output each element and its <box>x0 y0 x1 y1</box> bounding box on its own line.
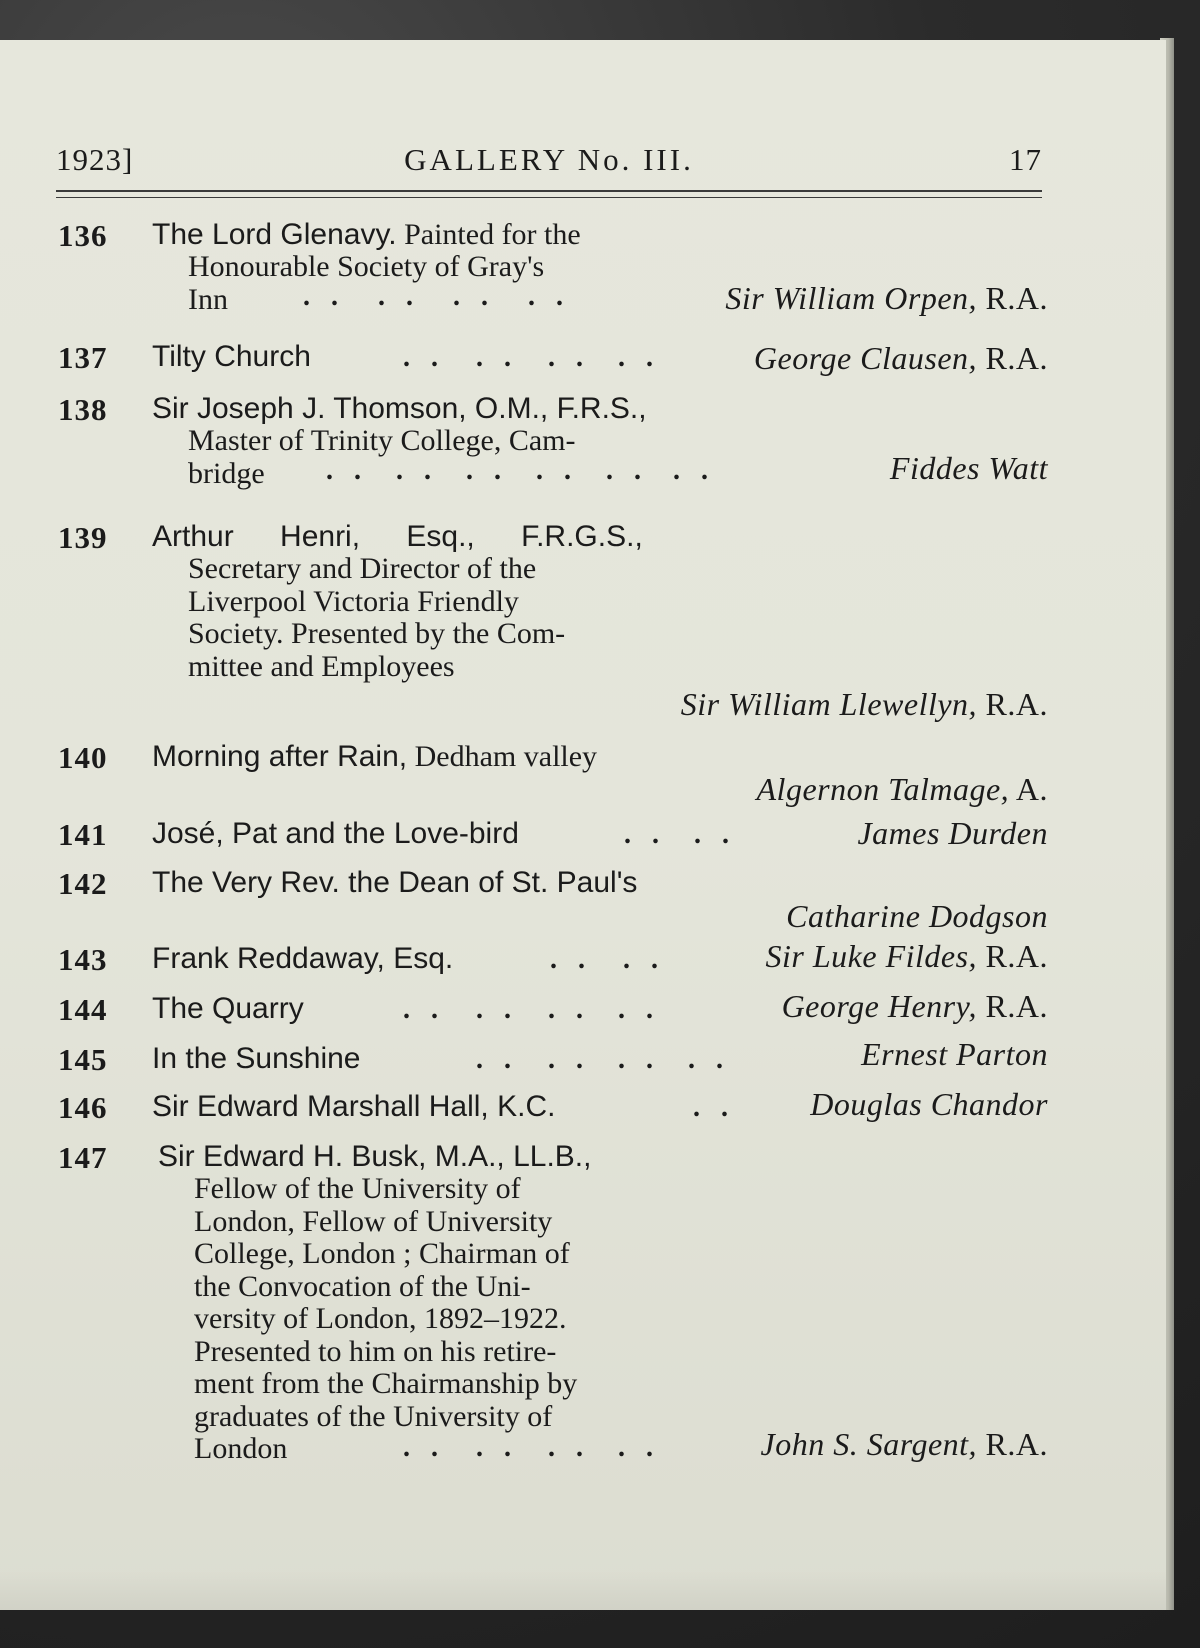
artist-name: Catharine Dodgson <box>786 898 1048 934</box>
header-page-number: 17 <box>1009 142 1042 177</box>
entry-number: 144 <box>58 992 108 1027</box>
artist-name: Sir William Orpen, <box>725 280 978 316</box>
running-head <box>56 142 1042 192</box>
dot-leader: . . <box>476 342 518 373</box>
catalogue-page <box>0 40 1166 1610</box>
dot-leader: . . <box>403 342 445 373</box>
entry-number: 137 <box>58 340 108 375</box>
catalogue-entry <box>58 340 1048 380</box>
entry-title-main: The Lord Glenavy. <box>152 218 397 251</box>
artist-suffix: R.A. <box>977 280 1048 316</box>
artist-name: Sir Luke Fildes, <box>765 938 978 974</box>
entry-artist <box>681 686 1048 723</box>
dot-leader: . . <box>528 281 570 312</box>
entry-title: In the Sunshine <box>152 1042 361 1075</box>
dot-leader: . . <box>453 281 495 312</box>
dot-leader: . . <box>694 819 736 850</box>
entry-title: Sir Edward H. Busk, M.A., LL.B., <box>158 1140 592 1173</box>
header-year: 1923] <box>56 142 134 177</box>
artist-suffix: R.A. <box>977 938 1048 974</box>
entry-description: Secretary and Director of the Liverpool Victoria Friendly Society. Presented by the Com- mittee and Employees <box>188 552 566 683</box>
dot-leader: . . <box>378 281 420 312</box>
artist-name: John S. Sargent, <box>760 1426 978 1462</box>
header-gallery-title: GALLERY No. III. <box>404 142 694 177</box>
dot-leader: . . <box>548 1044 590 1075</box>
catalogue-entry <box>58 817 1048 857</box>
artist-name: Ernest Parton <box>861 1036 1048 1072</box>
dot-leader: . . <box>326 455 368 486</box>
entry-description: Honourable Society of Gray's Inn <box>188 250 545 316</box>
entry-number: 141 <box>58 817 108 852</box>
artist-suffix: R.A. <box>977 340 1048 376</box>
dot-leader: . . <box>548 1432 590 1463</box>
entry-number: 140 <box>58 740 108 775</box>
dot-leader: . . <box>548 994 590 1025</box>
artist-suffix: R.A. <box>977 988 1048 1024</box>
header-rule <box>56 190 1042 192</box>
entry-description: Master of Trinity College, Cam- bridge <box>188 424 576 490</box>
entry-artist <box>810 1086 1048 1123</box>
entry-title: Tilty Church <box>152 340 311 373</box>
artist-name: James Durden <box>857 815 1048 851</box>
entry-title: The Very Rev. the Dean of St. Paul's <box>152 866 638 899</box>
entry-artist <box>857 815 1048 852</box>
dot-leader: . . <box>548 342 590 373</box>
entry-number: 145 <box>58 1042 108 1077</box>
entry-title: Sir Joseph J. Thomson, O.M., F.R.S., <box>152 392 647 425</box>
dot-leader: . . <box>624 819 666 850</box>
entry-artist <box>760 1426 1048 1463</box>
catalogue-entry <box>58 938 1048 982</box>
catalogue-entry <box>58 740 1048 810</box>
dot-leader: . . <box>673 455 715 486</box>
entry-artist <box>725 280 1048 317</box>
catalogue-entry <box>58 1140 1048 1465</box>
dot-leader: . . <box>476 994 518 1025</box>
dot-leader: . . <box>618 342 660 373</box>
dot-leader: . . <box>618 994 660 1025</box>
catalogue-entry <box>58 392 1048 502</box>
dot-leader: . . <box>618 1432 660 1463</box>
entry-title-main: Morning after Rain, <box>152 740 408 773</box>
dot-leader: . . <box>623 944 665 975</box>
entry-number: 142 <box>58 866 108 901</box>
entry-artist <box>757 771 1049 808</box>
catalogue-entry <box>58 218 1048 328</box>
dot-leader: . . <box>476 1432 518 1463</box>
entry-title: Sir Edward Marshall Hall, K.C. <box>152 1090 556 1123</box>
artist-name: Algernon Talmage, <box>756 771 1010 807</box>
entry-artist <box>754 340 1048 377</box>
entry-title: The Quarry <box>152 992 304 1025</box>
dot-leader: . . <box>403 994 445 1025</box>
entry-title <box>152 218 802 251</box>
entry-title: Frank Reddaway, Esq. <box>152 942 454 975</box>
entry-title: José, Pat and the Love-bird <box>152 817 519 850</box>
dot-leader: . . <box>396 455 438 486</box>
dot-leader: . . <box>688 1044 730 1075</box>
dot-leader: . . <box>606 455 648 486</box>
dot-leader: . . <box>550 944 592 975</box>
catalogue-entry <box>58 1086 1048 1130</box>
dot-leader: . . <box>476 1044 518 1075</box>
entry-artist <box>861 1036 1048 1073</box>
entry-title <box>152 740 802 773</box>
catalogue-entry <box>58 520 1048 730</box>
entry-number: 146 <box>58 1090 108 1125</box>
entry-artist <box>890 450 1048 487</box>
entry-title: Arthur Henri, Esq., F.R.G.S., <box>152 520 643 553</box>
header-rule-thin <box>56 197 1042 198</box>
artist-suffix: A. <box>1009 771 1048 807</box>
dot-leader: . . <box>466 455 508 486</box>
dot-leader: . . <box>618 1044 660 1075</box>
entry-number: 143 <box>58 942 108 977</box>
entry-artist <box>766 938 1048 975</box>
dot-leader: . . <box>693 1092 735 1123</box>
dot-leader: . . <box>303 281 345 312</box>
catalogue-entry <box>58 1036 1048 1082</box>
artist-name: George Clausen, <box>753 340 978 376</box>
entry-title-cont: Dedham valley <box>407 740 598 773</box>
catalogue-entry <box>58 866 1048 936</box>
page-foot-shadow <box>0 1570 1166 1610</box>
artist-suffix: R.A. <box>977 686 1048 722</box>
entry-number: 147 <box>58 1140 108 1175</box>
dot-leader: . . <box>536 455 578 486</box>
entry-artist <box>786 898 1048 935</box>
entry-number: 138 <box>58 392 108 427</box>
entry-artist <box>782 988 1048 1025</box>
entry-number: 136 <box>58 218 108 253</box>
artist-name: Douglas Chandor <box>810 1086 1048 1122</box>
artist-name: Fiddes Watt <box>889 450 1048 486</box>
entry-number: 139 <box>58 520 108 555</box>
artist-suffix: R.A. <box>977 1426 1048 1462</box>
artist-name: George Henry, <box>781 988 978 1024</box>
entry-title-cont: Painted for the <box>396 218 581 251</box>
catalogue-entry <box>58 988 1048 1032</box>
artist-name: Sir William Llewellyn, <box>680 686 978 722</box>
entry-description: Fellow of the University of London, Fellow of University College, London ; Chairman of the Convocation of the Uni- versity of London, 1892–1922. Presented to him on his retire- ment from the Chairmanship by graduates of the University of London <box>194 1172 578 1465</box>
dot-leader: . . <box>403 1432 445 1463</box>
